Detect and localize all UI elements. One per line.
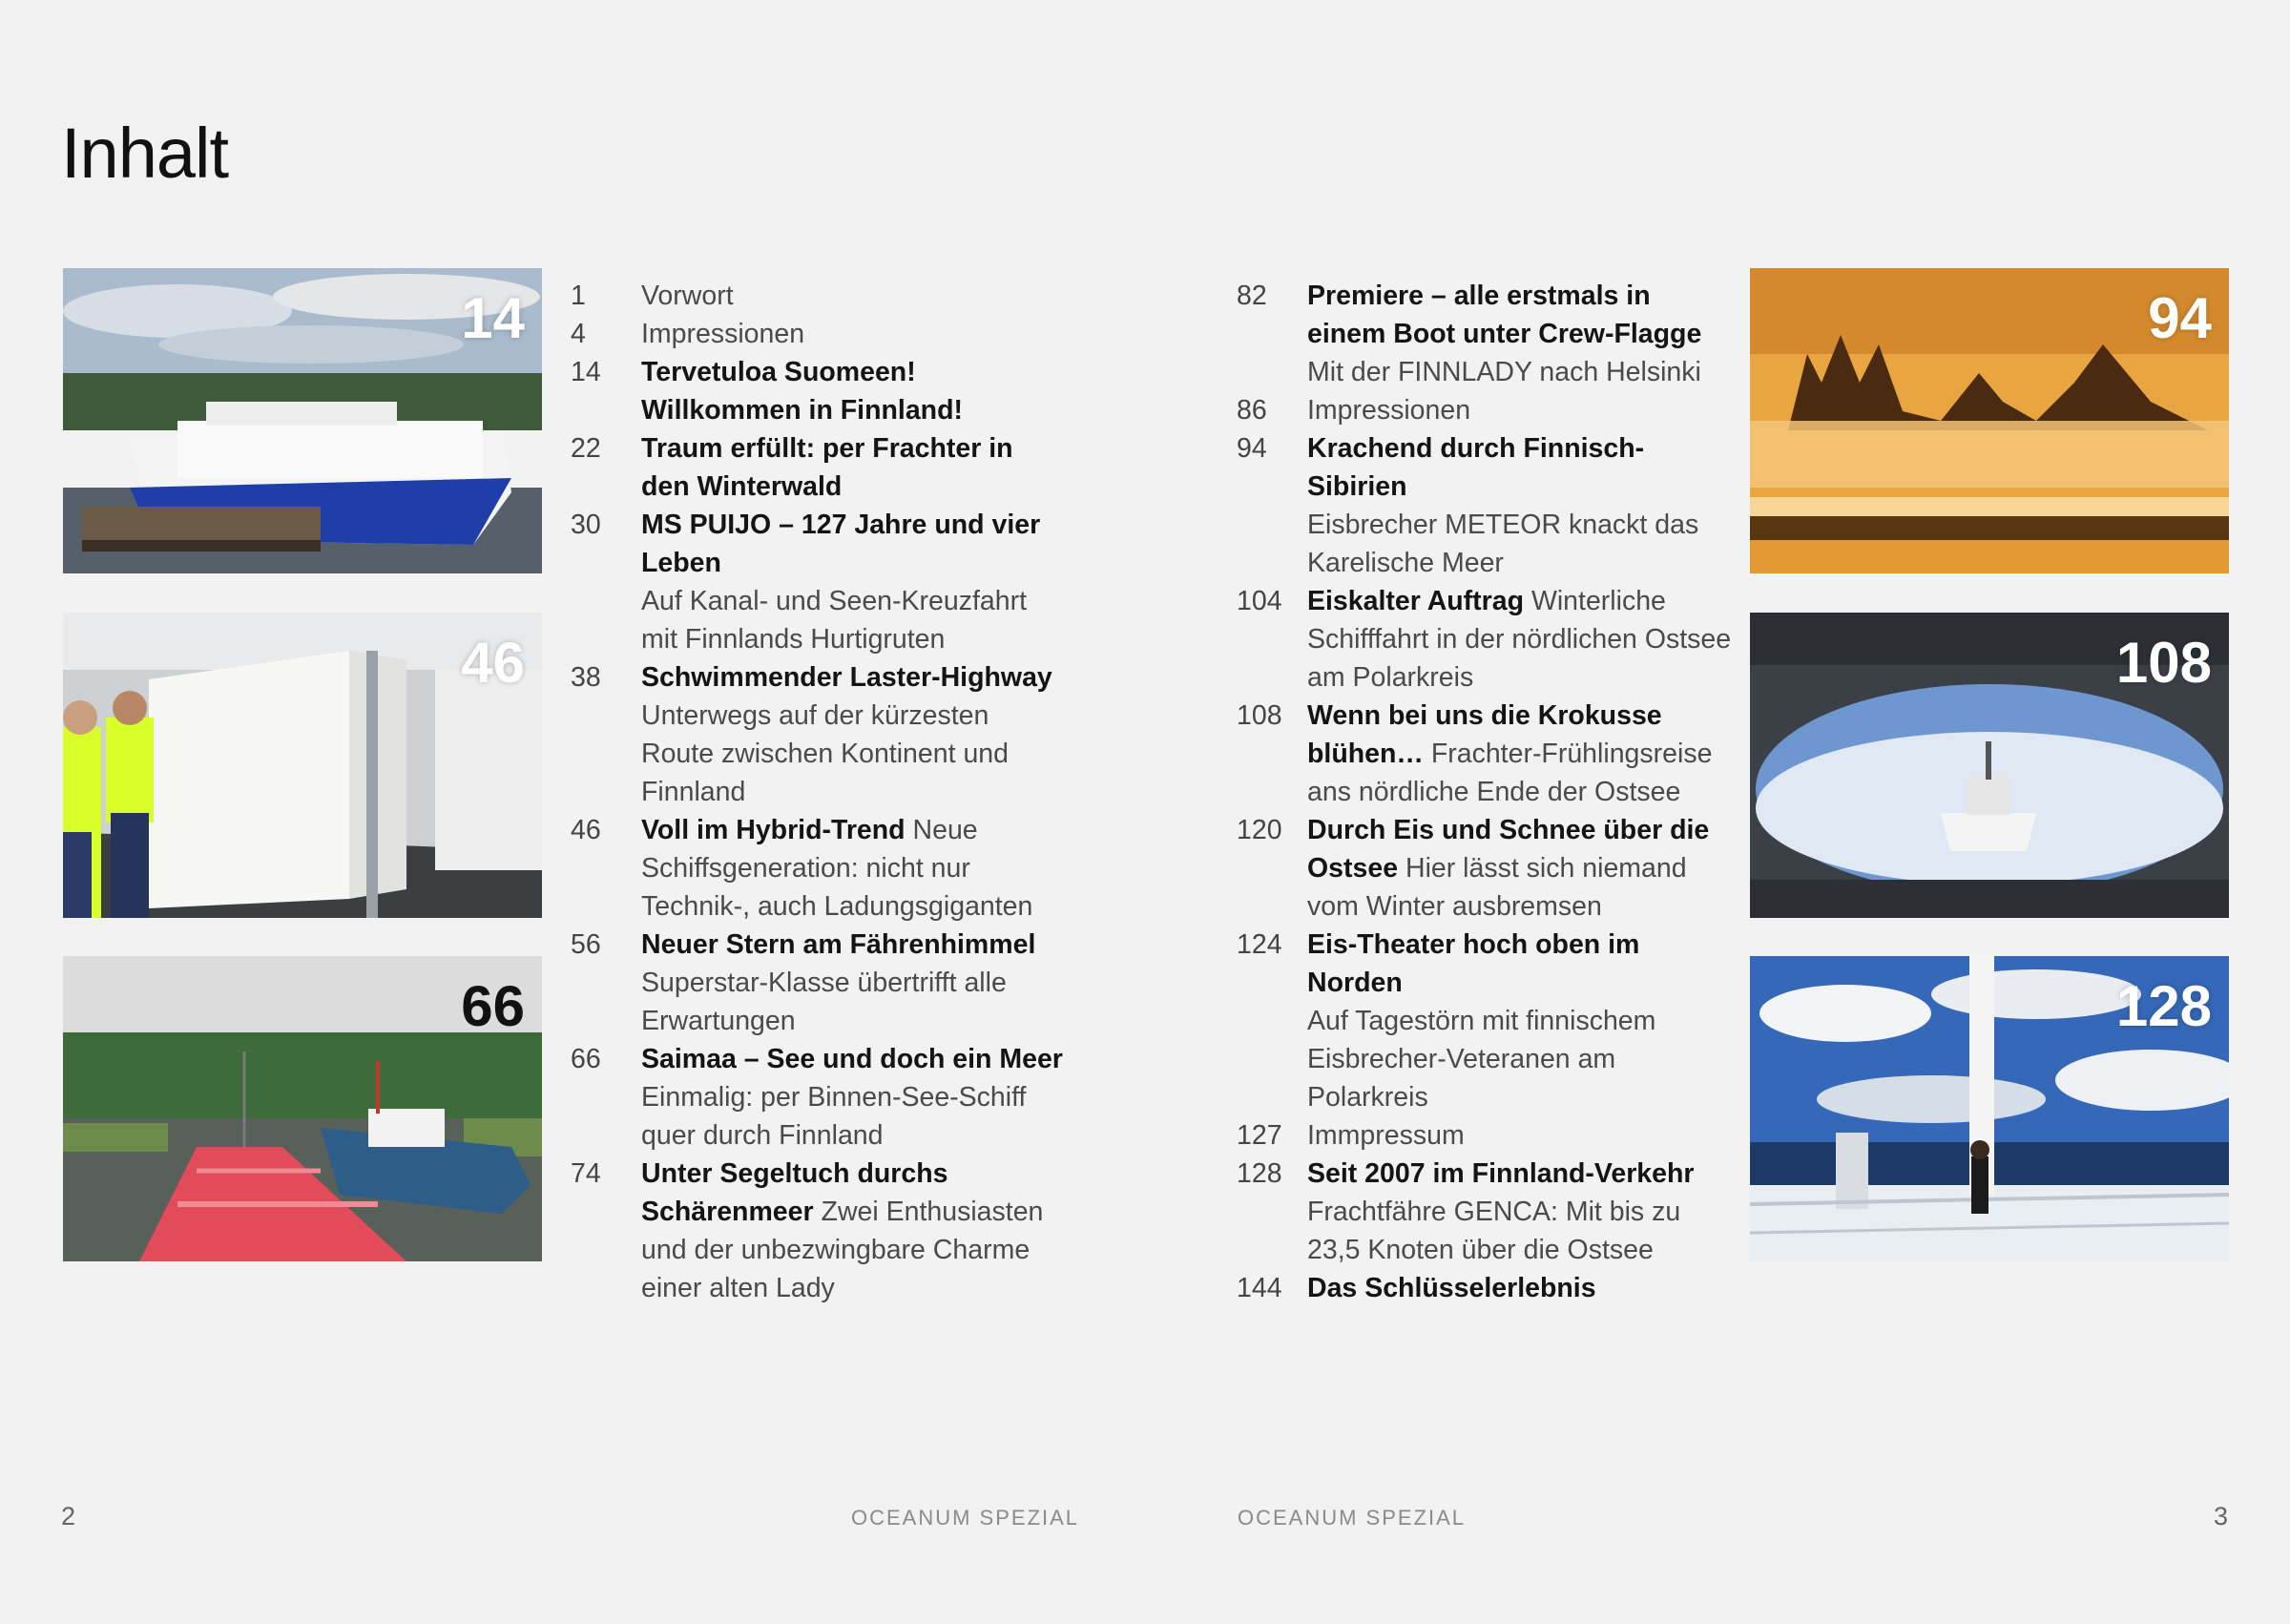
toc-entry[interactable] [1237, 697, 1733, 811]
toc-entry[interactable] [1237, 582, 1733, 697]
magazine-name-right: OCEANUM SPEZIAL [1238, 1506, 1467, 1530]
toc-title: Schwimmender Laster-Highway [641, 662, 1052, 693]
toc-desc: Zwei Enthusiasten und der unbezwingbare Charme einer alten Lady [641, 1197, 1044, 1303]
toc-title: Wenn bei uns die Krokusse blühen… [1307, 700, 1662, 769]
toc-desc: Auf Tagestörn mit finnischem Eisbrecher-Veteranen am Polarkreis [1307, 1006, 1656, 1113]
toc-page: 120 [1237, 815, 1282, 845]
photo-misty-lake [1750, 268, 2229, 573]
toc-entry[interactable] [1237, 926, 1733, 1116]
toc-page: 74 [571, 1158, 601, 1189]
toc-desc: Vorwort [641, 281, 734, 311]
toc-title: Voll im Hybrid-Trend [641, 815, 906, 845]
photo-canal [63, 956, 542, 1261]
toc-desc: Unterwegs auf der kürzesten Route zwischen Kontinent und Finnland [641, 700, 1010, 807]
toc-page: 66 [571, 1044, 601, 1074]
toc-desc: Superstar-Klasse übertrifft alle Erwartungen [641, 968, 1007, 1036]
toc-page: 56 [571, 929, 601, 960]
toc-title: Unter Segeltuch durchs Schärenmeer [641, 1158, 948, 1227]
toc-desc: Frachter-Frühlingsreise ans nördliche Ende der Ostsee [1307, 739, 1713, 807]
toc-title: MS PUIJO – 127 Jahre und vier Leben [641, 510, 1041, 578]
toc-desc: Winterliche Schifffahrt in der nördlichen Ostsee am Polarkreis [1307, 586, 1732, 693]
toc-title: Traum erfüllt: per Frachter in den Winterwald [641, 433, 1013, 502]
toc-entry[interactable] [1237, 277, 1733, 391]
photo-page-number: 94 [2148, 286, 2212, 350]
toc-entry[interactable] [1237, 1269, 1733, 1307]
toc-desc: Impressionen [641, 319, 805, 349]
toc-page: 4 [571, 319, 586, 349]
toc-page: 22 [571, 433, 601, 464]
toc-title: Eis-Theater hoch oben im Norden [1307, 929, 1640, 998]
photo-page-number: 14 [461, 286, 525, 350]
toc-desc: Impressionen [1307, 395, 1471, 426]
toc-entry[interactable] [1237, 811, 1733, 926]
toc-entry[interactable] [571, 926, 1067, 1040]
toc-page: 30 [571, 510, 601, 540]
toc-desc: Einmalig: per Binnen-See-Schiff quer durch Finnland [641, 1082, 1027, 1151]
toc-title: Tervetuloa Suomeen! Willkommen in Finnland! [641, 357, 963, 426]
photo-ferry [63, 268, 542, 573]
toc-entry[interactable] [571, 277, 1067, 315]
toc-entry[interactable] [571, 353, 1067, 429]
toc-entry[interactable] [1237, 391, 1733, 429]
toc-title: Saimaa – See und doch ein Meer [641, 1044, 1063, 1074]
toc-left [571, 277, 1067, 1307]
photo-page-number: 66 [461, 974, 525, 1038]
toc-page: 38 [571, 662, 601, 693]
toc-right [1237, 277, 1733, 1307]
toc-entry[interactable] [1237, 1116, 1733, 1155]
photo-page-number: 128 [2115, 974, 2212, 1038]
toc-desc: Immpressum [1307, 1120, 1465, 1151]
toc-title: Premiere – alle erstmals in einem Boot unter Crew-Flagge [1307, 281, 1702, 349]
toc-page: 1 [571, 281, 586, 311]
toc-title: Eiskalter Auftrag [1307, 586, 1525, 616]
toc-page: 124 [1237, 929, 1282, 960]
toc-title: Seit 2007 im Finnland-Verkehr [1307, 1158, 1695, 1189]
toc-page: 104 [1237, 586, 1282, 616]
toc-page: 94 [1237, 433, 1267, 464]
toc-title: Krachend durch Finnisch-Sibirien [1307, 433, 1645, 502]
toc-desc: Eisbrecher METEOR knackt das Karelische Meer [1307, 510, 1699, 578]
toc-desc: Neue Schiffsgeneration: nicht nur Technik-, auch Ladungsgiganten [641, 815, 1033, 922]
toc-page: 128 [1237, 1158, 1282, 1189]
page-number-left: 2 [61, 1502, 76, 1530]
page-number-right: 3 [2214, 1502, 2229, 1530]
toc-entry[interactable] [1237, 429, 1733, 582]
toc-desc: Mit der FINNLADY nach Helsinki [1307, 357, 1701, 387]
toc-entry[interactable] [571, 811, 1067, 926]
toc-title: Das Schlüsselerlebnis [1307, 1273, 1596, 1303]
photo-page-number: 46 [461, 631, 525, 695]
toc-page: 82 [1237, 281, 1267, 311]
toc-desc: Hier lässt sich niemand vom Winter ausbremsen [1307, 853, 1687, 922]
toc-entry[interactable] [571, 315, 1067, 353]
toc-desc: Frachtfähre GENCA: Mit bis zu 23,5 Knoten über die Ostsee [1307, 1197, 1681, 1265]
toc-page: 14 [571, 357, 601, 387]
toc-page: 108 [1237, 700, 1282, 731]
toc-page: 46 [571, 815, 601, 845]
photo-ship-deck [1750, 956, 2229, 1261]
toc-desc: Auf Kanal- und Seen-Kreuzfahrt mit Finnlands Hurtigruten [641, 586, 1027, 655]
photo-porthole [1750, 613, 2229, 918]
toc-page: 127 [1237, 1120, 1282, 1151]
toc-title: Neuer Stern am Fährenhimmel [641, 929, 1036, 960]
toc-entry[interactable] [571, 506, 1067, 658]
toc-entry[interactable] [1237, 1155, 1733, 1269]
page-title: Inhalt [61, 114, 229, 193]
toc-entry[interactable] [571, 1040, 1067, 1155]
toc-entry[interactable] [571, 1155, 1067, 1307]
toc-entry[interactable] [571, 429, 1067, 506]
toc-entry[interactable] [571, 658, 1067, 811]
toc-page: 144 [1237, 1273, 1282, 1303]
photo-cargo-deck [63, 613, 542, 918]
toc-title: Durch Eis und Schnee über die Ostsee [1307, 815, 1710, 884]
photo-page-number: 108 [2115, 631, 2212, 695]
magazine-name-left: OCEANUM SPEZIAL [851, 1506, 1080, 1530]
toc-page: 86 [1237, 395, 1267, 426]
